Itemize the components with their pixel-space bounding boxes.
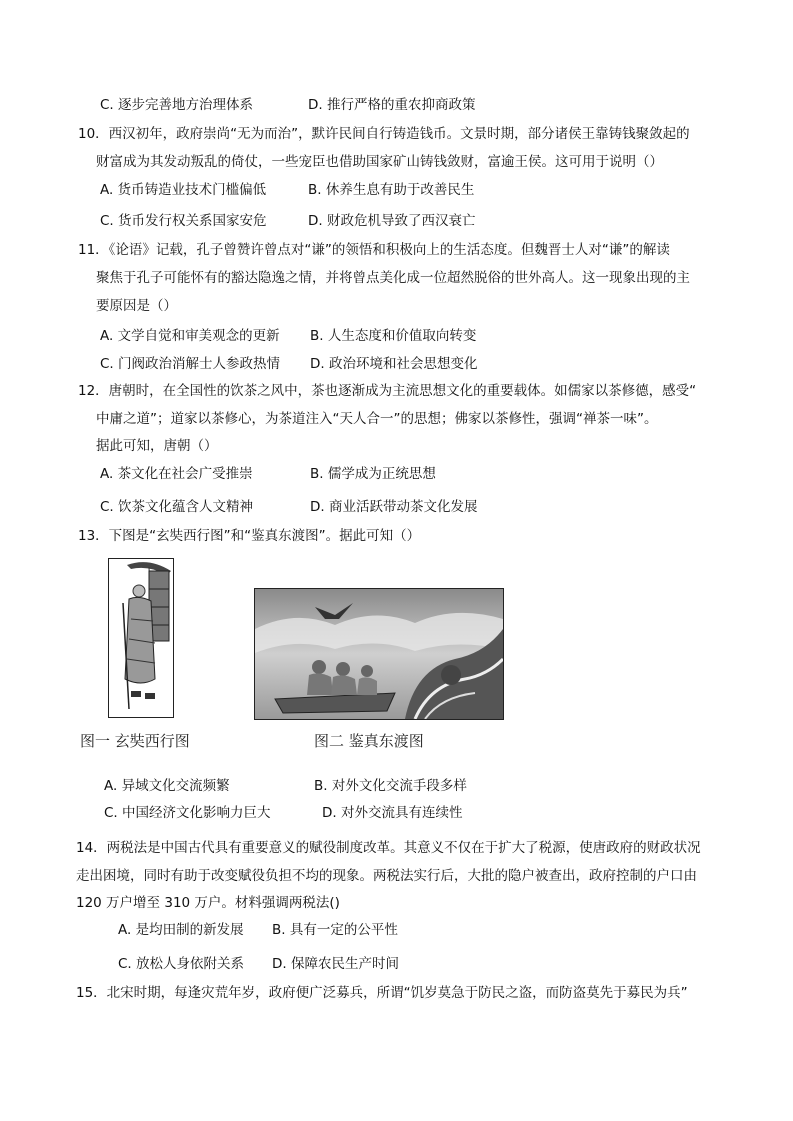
q10-stem-line2: 财富成为其发动叛乱的倚仗，一些宠臣也借助国家矿山铸钱敛财，富逾王侯。这可用于说明（）: [96, 154, 663, 170]
figure2-caption: 图二 鉴真东渡图: [314, 732, 424, 750]
q13-option-a[interactable]: A. 异域文化交流频繁: [104, 778, 230, 794]
q10-option-c[interactable]: C. 货币发行权关系国家安危: [100, 213, 267, 229]
q12-stem-line1: 12．唐朝时，在全国性的饮茶之风中，茶也逐渐成为主流思想文化的重要载体。如儒家以茶修德，感受“: [78, 383, 697, 399]
q14-option-b[interactable]: B. 具有一定的公平性: [272, 922, 398, 938]
q11-stem-line1: 11．《论语》记载，孔子曾赞许曾点对“谦”的领悟和积极向上的生活态度。但魏晋士人对“谦”的解读: [78, 242, 670, 258]
q13-option-c[interactable]: C. 中国经济文化影响力巨大: [104, 805, 271, 821]
q10-option-b[interactable]: B. 休养生息有助于改善民生: [308, 182, 475, 198]
q10-option-a[interactable]: A. 货币铸造业技术门槛偏低: [100, 182, 267, 198]
q12-stem-line3: 据此可知，唐朝（）: [96, 438, 218, 454]
figure-jianzhen-image: [254, 588, 504, 720]
q11-option-b[interactable]: B. 人生态度和价值取向转变: [310, 328, 477, 344]
figure1-caption: 图一 玄奘西行图: [80, 732, 190, 750]
q13-option-d[interactable]: D. 对外交流具有连续性: [322, 805, 463, 821]
xuanzang-illustration: [109, 559, 173, 717]
figure-xuanzang-image: [108, 558, 174, 718]
q10-option-d[interactable]: D. 财政危机导致了西汉衰亡: [308, 213, 476, 229]
q13-stem-line1: 13．下图是“玄奘西行图”和“鉴真东渡图”。据此可知（）: [78, 528, 421, 544]
q11-stem-line3: 要原因是（）: [96, 298, 177, 314]
q14-stem-line1: 14．两税法是中国古代具有重要意义的赋役制度改革。其意义不仅在于扩大了税源，使唐政府的财政状况: [76, 840, 701, 856]
q13-option-b[interactable]: B. 对外文化交流手段多样: [314, 778, 467, 794]
q14-option-d[interactable]: D. 保障农民生产时间: [272, 956, 399, 972]
q12-option-a[interactable]: A. 茶文化在社会广受推崇: [100, 466, 253, 482]
q12-option-b[interactable]: B. 儒学成为正统思想: [310, 466, 436, 482]
jianzhen-illustration: [255, 589, 503, 719]
q14-stem-line3: 120 万户增至 310 万户。材料强调两税法(): [76, 895, 340, 911]
q11-option-a[interactable]: A. 文学自觉和审美观念的更新: [100, 328, 280, 344]
q9-option-d[interactable]: D. 推行严格的重农抑商政策: [308, 97, 476, 113]
q14-option-a[interactable]: A. 是均田制的新发展: [118, 922, 244, 938]
q11-stem-line2: 聚焦于孔子可能怀有的豁达隐逸之情，并将曾点美化成一位超然脱俗的世外高人。这一现象出现的主: [96, 270, 690, 286]
q12-option-d[interactable]: D. 商业活跃带动茶文化发展: [310, 499, 478, 515]
q10-stem-line1: 10．西汉初年，政府崇尚“无为而治”，默许民间自行铸造钱币。文景时期，部分诸侯王靠铸钱聚敛起的: [78, 126, 690, 142]
q14-stem-line2: 走出困境，同时有助于改变赋役负担不均的现象。两税法实行后，大批的隐户被查出，政府控制的户口由: [76, 868, 697, 884]
q12-option-c[interactable]: C. 饮茶文化蕴含人文精神: [100, 499, 254, 515]
q11-option-c[interactable]: C. 门阀政治消解士人参政热情: [100, 356, 281, 372]
q14-option-c[interactable]: C. 放松人身依附关系: [118, 956, 245, 972]
q15-stem-line1: 15．北宋时期，每逢灾荒年岁，政府便广泛募兵，所谓“饥岁莫急于防民之盗，而防盗莫先于募民为兵”: [76, 985, 688, 1001]
q11-option-d[interactable]: D. 政治环境和社会思想变化: [310, 356, 478, 372]
q12-stem-line2: 中庸之道”；道家以茶修心，为茶道注入“天人合一”的思想；佛家以茶修性，强调“禅茶一味”。: [96, 411, 658, 427]
q9-option-c[interactable]: C. 逐步完善地方治理体系: [100, 97, 254, 113]
